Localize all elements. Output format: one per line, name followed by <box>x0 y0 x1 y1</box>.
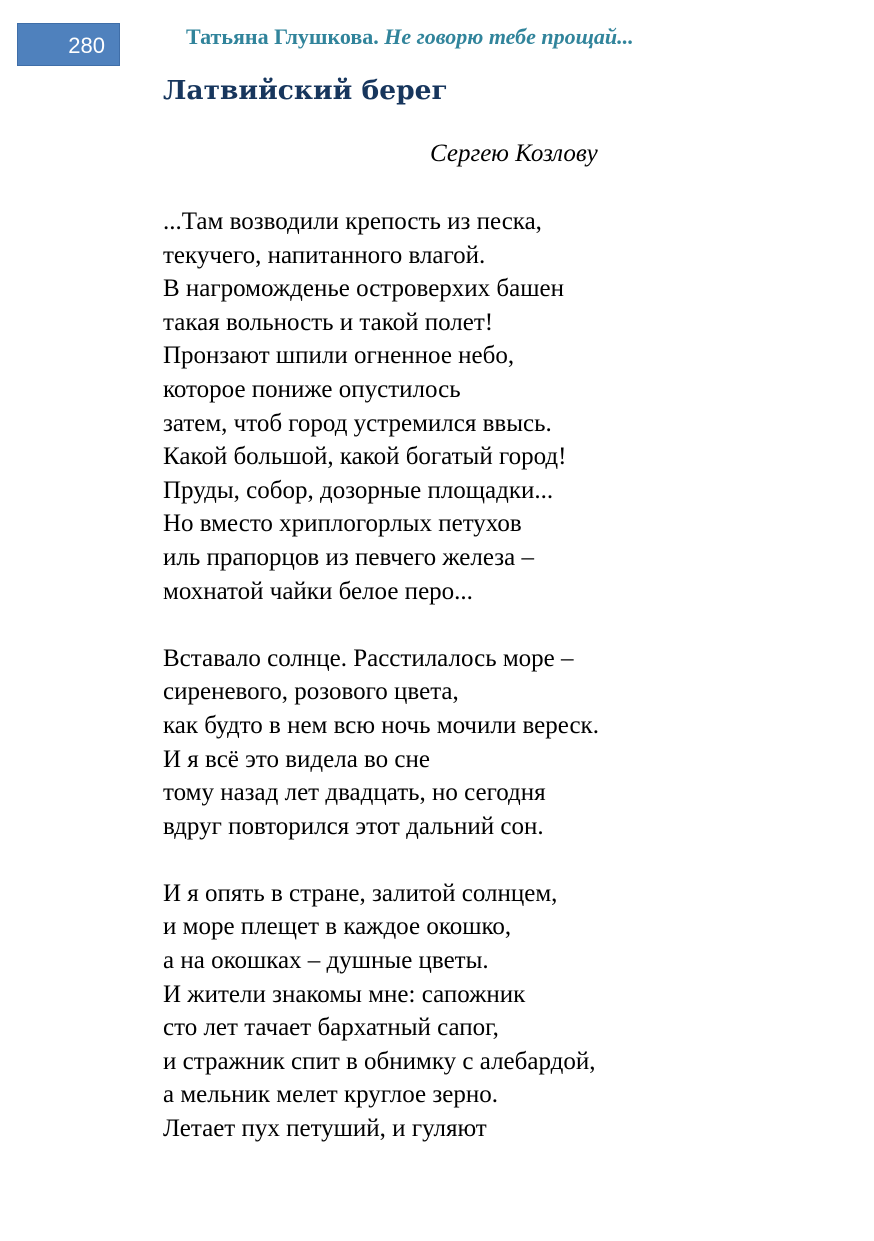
poem-line: и море плещет в каждое окошко, <box>163 913 512 941</box>
poem-line: И я опять в стране, залитой солнцем, <box>163 879 558 907</box>
poem-line: сиреневого, розового цвета, <box>163 678 459 706</box>
poem-line: ...Там возводили крепость из песка, <box>163 208 542 235</box>
poem-line: текучего, напитанного влагой. <box>163 241 486 269</box>
poem-line: мохнатой чайки белое перо... <box>163 577 473 605</box>
poem-line: Пронзают шпили огненное небо, <box>163 342 515 370</box>
poem-line: Летает пух петуший, и гуляют <box>163 1115 487 1143</box>
header-book-title: Не говорю тебе прощай... <box>384 24 634 49</box>
poem-title: Латвийский берег <box>163 75 448 106</box>
poem-line: Пруды, собор, дозорные площадки... <box>163 476 554 504</box>
header-author: Татьяна Глушкова. <box>186 24 379 49</box>
poem-line: И я всё это видела во сне <box>163 745 431 773</box>
poem-line: Вставало солнце. Расстилалось море – <box>163 644 574 672</box>
poem-line: такая вольность и такой полет! <box>163 308 494 336</box>
stanza <box>163 877 599 1146</box>
poem-line: В нагроможденье островерхих башен <box>163 275 564 303</box>
poem-line: как будто в нем всю ночь мочили вереск. <box>163 711 599 739</box>
poem-line: вдруг повторился этот дальний сон. <box>163 812 544 840</box>
poem-line: иль прапорцов из певчего железа – <box>163 543 534 571</box>
poem-dedication: Сергею Козлову <box>430 140 598 167</box>
poem-line: затем, чтоб город устремился ввысь. <box>163 409 552 437</box>
poem-line: и стражник спит в обнимку с алебардой, <box>163 1047 596 1075</box>
running-header <box>186 24 634 50</box>
poem-line: тому назад лет двадцать, но сегодня <box>163 779 546 807</box>
poem-line: а мельник мелет круглое зерно. <box>163 1081 498 1109</box>
stanza <box>163 205 599 608</box>
poem-line: Какой большой, какой богатый город! <box>163 443 567 471</box>
poem-body <box>163 205 599 1179</box>
poem-line: а на окошках – душные цветы. <box>163 947 489 975</box>
poem-line: сто лет тачает бархатный сапог, <box>163 1014 499 1042</box>
page-number: 280 <box>17 23 120 66</box>
stanza <box>163 642 599 844</box>
poem-line: Но вместо хриплогорлых петухов <box>163 510 522 538</box>
poem-line: И жители знакомы мне: сапожник <box>163 980 526 1008</box>
poem-line: которое пониже опустилось <box>163 375 461 403</box>
